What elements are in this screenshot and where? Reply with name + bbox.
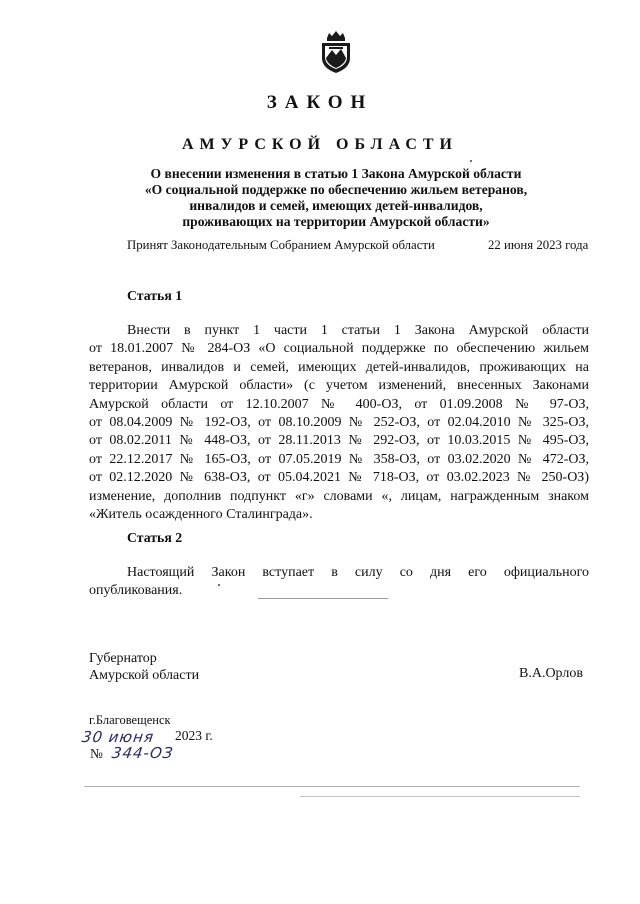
adopted-text: Принят Законодательным Собранием Амурской области bbox=[127, 238, 435, 252]
law-heading bbox=[108, 166, 564, 230]
signatory-name: В.А.Орлов bbox=[519, 666, 583, 681]
article-1-line: ветеранов, инвалидов и семей, имеющих детей-инвалидов, проживающих на bbox=[89, 359, 589, 375]
scan-line bbox=[84, 786, 580, 787]
article-2-line: Настоящий Закон вступает в силу со дня его официального bbox=[127, 565, 589, 580]
article-1-line: Амурской области от 12.10.2007 № 400-ОЗ, от 01.09.2008 № 97-ОЗ, bbox=[89, 396, 589, 412]
document-title: ЗАКОН bbox=[266, 92, 374, 113]
document-region: АМУРСКОЙ ОБЛАСТИ bbox=[182, 136, 458, 153]
article-1-line: от 08.04.2009 № 192-ОЗ, от 08.10.2009 № 252-ОЗ, от 02.04.2010 № 325-ОЗ, bbox=[89, 414, 589, 430]
article-2-title: Статья 2 bbox=[127, 530, 183, 545]
article-1-line: территории Амурской области» (с учетом изменений, внесенных Законами bbox=[89, 378, 589, 394]
article-1-line: от 02.12.2020 № 638-ОЗ, от 05.04.2021 № 718-ОЗ, от 03.02.2023 № 250-ОЗ) bbox=[89, 470, 589, 486]
scan-line bbox=[300, 796, 580, 797]
article-1-title: Статья 1 bbox=[127, 288, 183, 303]
heading-line: О внесении изменения в статью 1 Закона Амурской области bbox=[150, 166, 522, 181]
scan-line bbox=[258, 598, 388, 599]
handwritten-number: 344-ОЗ bbox=[111, 744, 175, 762]
article-1-line: «Житель осажденного Сталинграда». bbox=[89, 506, 313, 522]
law-number bbox=[90, 744, 174, 762]
coat-of-arms-icon bbox=[318, 30, 354, 74]
city: г.Благовещенск bbox=[89, 713, 171, 727]
scan-speck bbox=[470, 160, 472, 162]
article-1-line: изменение, дополнив подпункт «г» словами «, лицам, награжденным знаком bbox=[89, 488, 589, 504]
heading-line: «О социальной поддержке по обеспечению жильем ветеранов, bbox=[144, 182, 528, 197]
signatory-position bbox=[89, 650, 199, 684]
article-1-line: от 18.01.2007 № 284-ОЗ «О социальной поддержке по обеспечению жильем bbox=[89, 341, 589, 357]
heading-line: инвалидов и семей, имеющих детей-инвалидов, bbox=[189, 198, 483, 213]
position-line: Амурской области bbox=[89, 668, 200, 683]
article-1-line: от 22.12.2017 № 165-ОЗ, от 07.05.2019 № 358-ОЗ, от 03.02.2020 № 472-ОЗ, bbox=[89, 451, 589, 467]
signing-year: 2023 г. bbox=[175, 728, 213, 743]
article-2-body bbox=[89, 564, 589, 601]
handwritten-date: 30 июня bbox=[80, 728, 156, 746]
article-1-body bbox=[89, 322, 589, 524]
number-label: № bbox=[90, 746, 103, 761]
scan-speck bbox=[218, 584, 220, 586]
position-line: Губернатор bbox=[89, 651, 157, 666]
article-2-line: опубликования. bbox=[89, 583, 183, 599]
article-1-line: Внести в пункт 1 части 1 статьи 1 Закона Амурской области bbox=[127, 323, 589, 338]
article-1-line: от 08.02.2011 № 448-ОЗ, от 28.11.2013 № 292-ОЗ, от 10.03.2015 № 495-ОЗ, bbox=[89, 433, 589, 449]
adopted-date: 22 июня 2023 года bbox=[488, 238, 589, 252]
heading-line: проживающих на территории Амурской области» bbox=[182, 214, 490, 229]
